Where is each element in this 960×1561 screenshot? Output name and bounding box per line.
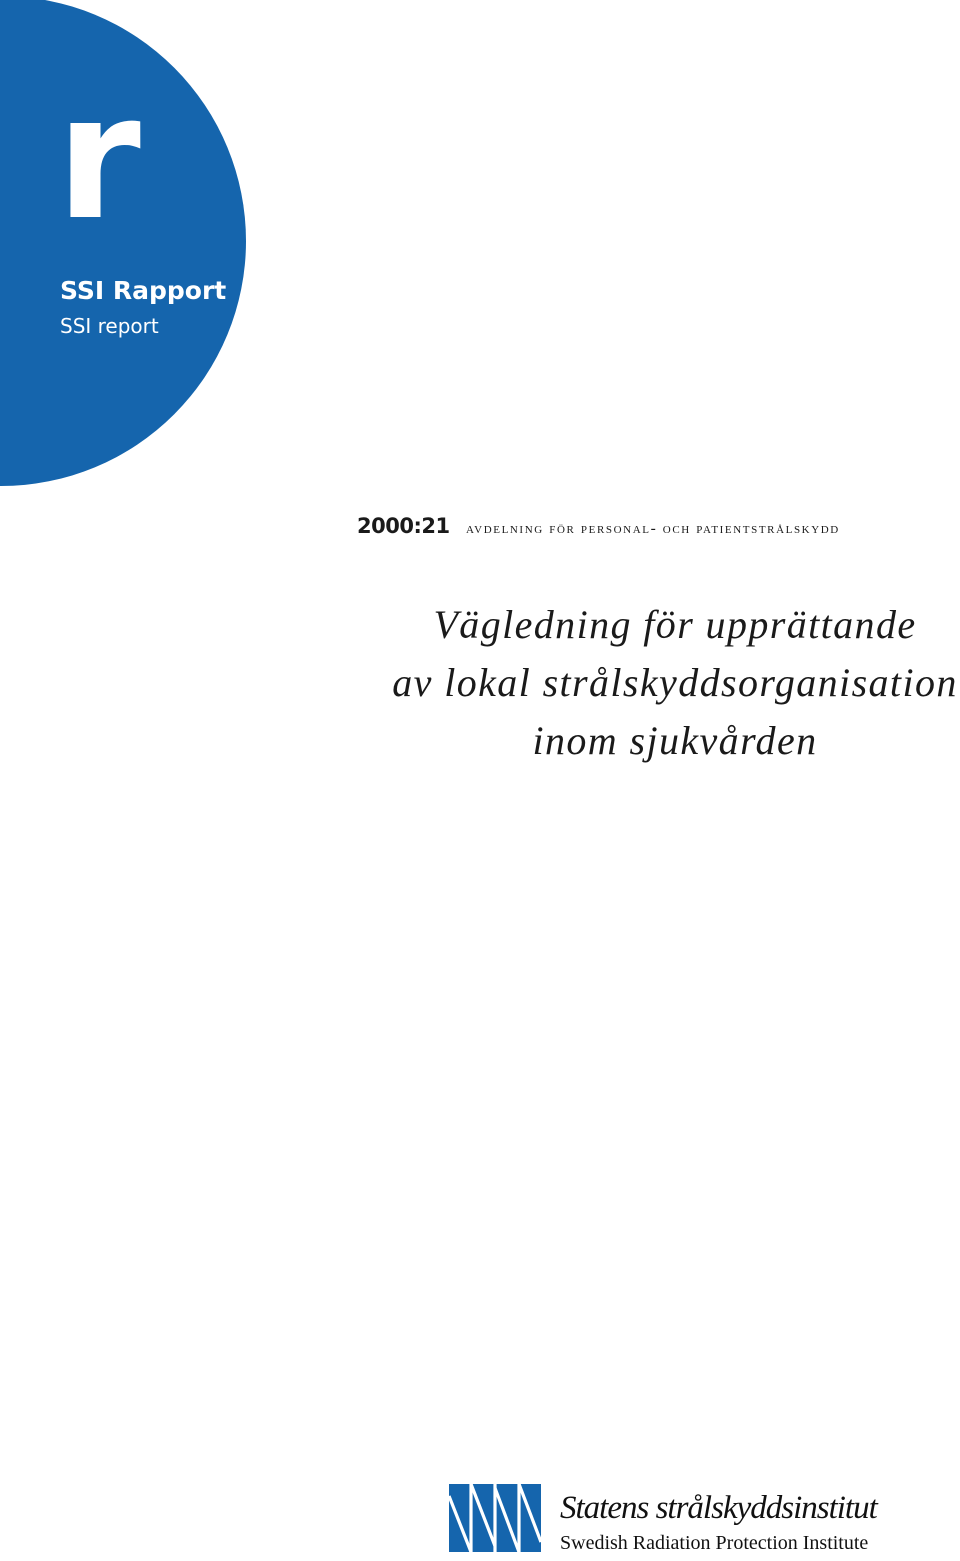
brand-title: SSI Rapport [60, 276, 227, 305]
report-header [357, 514, 840, 538]
report-number: 2000:21 [357, 514, 450, 538]
brand-subtitle: SSI report [60, 314, 159, 338]
title-line: Vägledning för upprättande [433, 602, 917, 647]
report-department: avdelning för personal- och patientstrålskydd [466, 520, 840, 537]
document-title [380, 596, 960, 770]
title-line: inom sjukvården [532, 718, 818, 763]
institute-name: Statens strålskyddsinstitut [560, 1490, 877, 1526]
brand-letter: r [56, 57, 137, 258]
title-line: av lokal strålskyddsorganisation [392, 660, 958, 705]
ssi-logo-icon [449, 1484, 541, 1552]
institute-name-english: Swedish Radiation Protection Institute [560, 1532, 869, 1554]
